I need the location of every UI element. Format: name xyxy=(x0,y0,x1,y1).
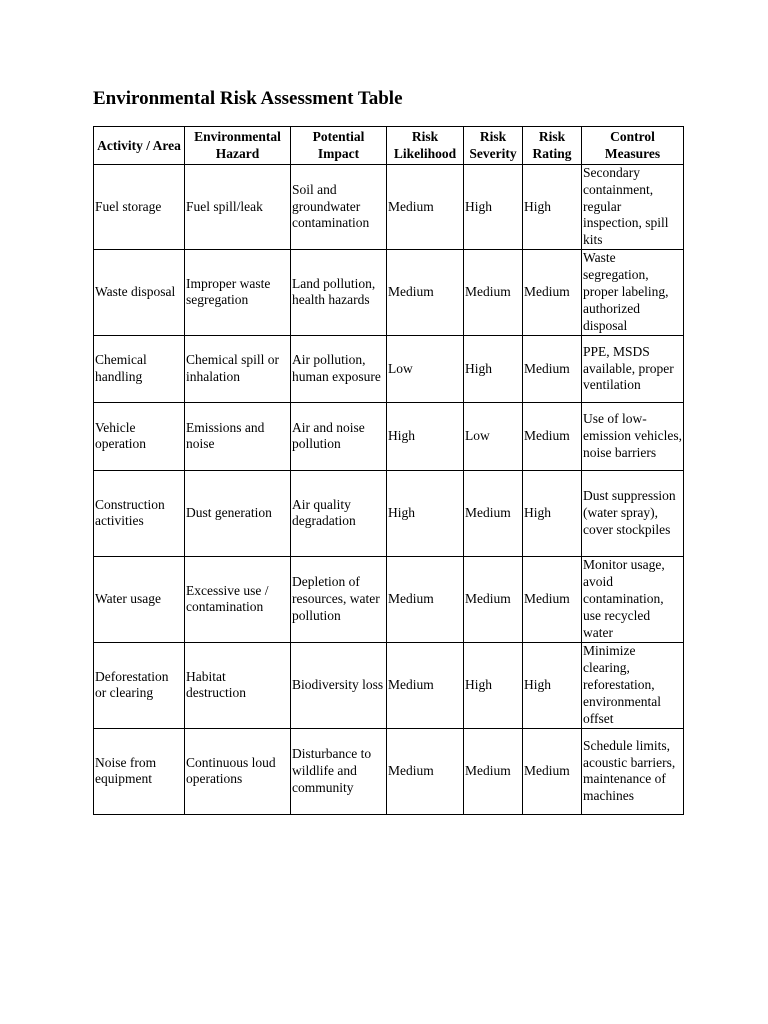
cell-impact: Biodiversity loss xyxy=(291,642,387,728)
table-row xyxy=(94,402,684,470)
risk-assessment-table xyxy=(93,126,684,815)
cell-rating: Medium xyxy=(523,556,582,642)
cell-severity: Medium xyxy=(464,728,523,814)
cell-activity: Deforestation or clearing xyxy=(94,642,185,728)
table-row xyxy=(94,470,684,556)
cell-severity: High xyxy=(464,642,523,728)
cell-impact: Disturbance to wildlife and community xyxy=(291,728,387,814)
table-row xyxy=(94,165,684,250)
cell-activity: Waste disposal xyxy=(94,249,185,335)
column-header-severity: Risk Severity xyxy=(464,127,523,165)
page-title: Environmental Risk Assessment Table xyxy=(93,88,403,109)
cell-rating: Medium xyxy=(523,728,582,814)
column-header-hazard: Environmental Hazard xyxy=(185,127,291,165)
column-header-impact: Potential Impact xyxy=(291,127,387,165)
column-header-control: Control Measures xyxy=(582,127,684,165)
cell-rating: High xyxy=(523,642,582,728)
cell-hazard: Improper waste segregation xyxy=(185,249,291,335)
cell-control: Minimize clearing, reforestation, environmental offset xyxy=(582,642,684,728)
cell-impact: Air pollution, human exposure xyxy=(291,335,387,402)
cell-impact: Air quality degradation xyxy=(291,470,387,556)
cell-likelihood: Medium xyxy=(387,642,464,728)
cell-activity: Noise from equipment xyxy=(94,728,185,814)
column-header-activity: Activity / Area xyxy=(94,127,185,165)
cell-activity: Fuel storage xyxy=(94,165,185,250)
cell-rating: High xyxy=(523,470,582,556)
table-header-row xyxy=(94,127,684,165)
cell-hazard: Continuous loud operations xyxy=(185,728,291,814)
cell-rating: High xyxy=(523,165,582,250)
cell-hazard: Chemical spill or inhalation xyxy=(185,335,291,402)
cell-likelihood: Medium xyxy=(387,556,464,642)
cell-likelihood: High xyxy=(387,402,464,470)
cell-severity: Medium xyxy=(464,556,523,642)
cell-control: Monitor usage, avoid contamination, use recycled water xyxy=(582,556,684,642)
table-row xyxy=(94,556,684,642)
table-row xyxy=(94,642,684,728)
cell-rating: Medium xyxy=(523,249,582,335)
cell-impact: Land pollution, health hazards xyxy=(291,249,387,335)
cell-activity: Construction activities xyxy=(94,470,185,556)
cell-likelihood: Medium xyxy=(387,165,464,250)
cell-severity: High xyxy=(464,165,523,250)
cell-control: PPE, MSDS available, proper ventilation xyxy=(582,335,684,402)
cell-rating: Medium xyxy=(523,402,582,470)
cell-activity: Water usage xyxy=(94,556,185,642)
cell-impact: Depletion of resources, water pollution xyxy=(291,556,387,642)
cell-hazard: Excessive use / contamination xyxy=(185,556,291,642)
column-header-likelihood: Risk Likelihood xyxy=(387,127,464,165)
cell-impact: Air and noise pollution xyxy=(291,402,387,470)
cell-hazard: Emissions and noise xyxy=(185,402,291,470)
cell-control: Schedule limits, acoustic barriers, maintenance of machines xyxy=(582,728,684,814)
cell-activity: Vehicle operation xyxy=(94,402,185,470)
cell-severity: High xyxy=(464,335,523,402)
cell-likelihood: High xyxy=(387,470,464,556)
cell-severity: Low xyxy=(464,402,523,470)
cell-control: Waste segregation, proper labeling, authorized disposal xyxy=(582,249,684,335)
cell-control: Dust suppression (water spray), cover stockpiles xyxy=(582,470,684,556)
table-row xyxy=(94,335,684,402)
cell-impact: Soil and groundwater contamination xyxy=(291,165,387,250)
cell-control: Use of low-emission vehicles, noise barriers xyxy=(582,402,684,470)
table-row xyxy=(94,728,684,814)
cell-rating: Medium xyxy=(523,335,582,402)
cell-severity: Medium xyxy=(464,470,523,556)
cell-activity: Chemical handling xyxy=(94,335,185,402)
cell-hazard: Dust generation xyxy=(185,470,291,556)
cell-severity: Medium xyxy=(464,249,523,335)
column-header-rating: Risk Rating xyxy=(523,127,582,165)
cell-likelihood: Medium xyxy=(387,249,464,335)
cell-hazard: Fuel spill/leak xyxy=(185,165,291,250)
cell-control: Secondary containment, regular inspection, spill kits xyxy=(582,165,684,250)
cell-hazard: Habitat destruction xyxy=(185,642,291,728)
cell-likelihood: Low xyxy=(387,335,464,402)
table-row xyxy=(94,249,684,335)
cell-likelihood: Medium xyxy=(387,728,464,814)
